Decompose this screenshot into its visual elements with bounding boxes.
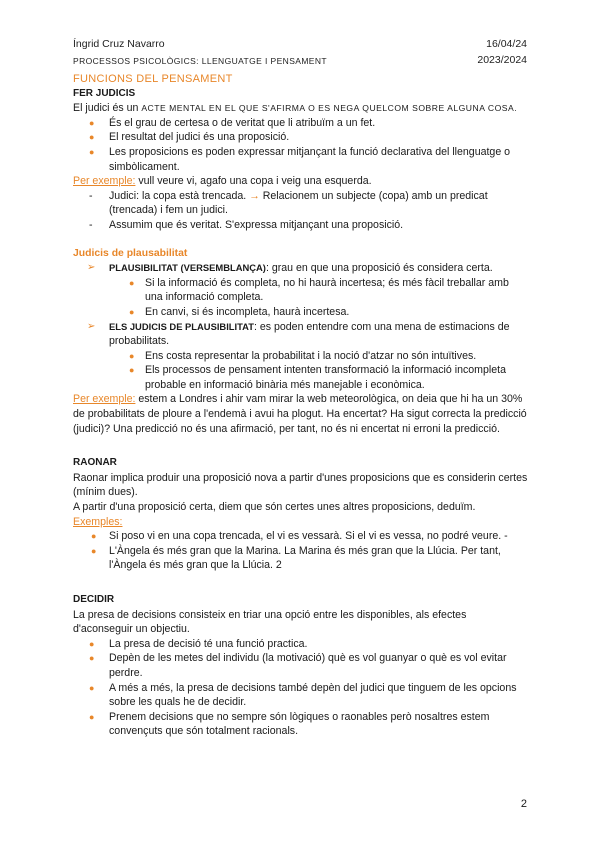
bullet-dot-icon: ●: [89, 638, 95, 649]
arrow-bullet-icon: ➢: [87, 262, 96, 274]
arrow-bullet-icon: ➢: [87, 320, 96, 332]
plausibilitat-list: [73, 261, 528, 276]
list-item: [73, 651, 528, 680]
list-item: [73, 637, 528, 652]
judicis-bullets: [73, 116, 528, 174]
main-content: [73, 72, 528, 739]
judicis-intro-caps: ACTE MENTAL EN EL QUE S'AFIRMA O ES NEGA QUELCOM SOBRE ALGUNA COSA.: [141, 103, 518, 114]
author-name: Íngrid Cruz Navarro: [73, 38, 165, 50]
list-item-text: Si la informació és completa, no hi haurà incertesa; és més fàcil treballar amb una informació completa.: [145, 276, 509, 304]
dash-icon: -: [89, 189, 93, 202]
plausibilitat-list-2: [73, 320, 528, 349]
bullet-dot-icon: ●: [129, 350, 135, 361]
bullet-dot-icon: ●: [89, 146, 95, 157]
example-text: vull veure vi, agafo una copa i veig una esquerda.: [135, 175, 372, 188]
raonar-paragraph-2: A partir d'una proposició certa, diem que són certes unes altres proposicions, deduïm.: [73, 501, 476, 514]
list-item-text: Ens costa representar la probabilitat i la noció d'atzar no són intuïtives.: [145, 349, 477, 362]
plausibilitat-sub-2: [73, 349, 528, 393]
list-item-text: És el grau de certesa o de veritat que li atribuïm a un fet.: [109, 116, 376, 129]
list-item-text: La presa de decisió té una funció practica.: [109, 637, 308, 650]
section-title: FUNCIONS DEL PENSAMENT: [73, 73, 233, 85]
judicis-heading: FER JUDICIS: [73, 87, 136, 99]
bullet-dot-icon: ●: [91, 545, 97, 556]
list-item-text: En canvi, si és incompleta, haurà incertesa.: [145, 305, 350, 318]
list-item: [73, 116, 528, 131]
bullet-dot-icon: ●: [129, 365, 135, 376]
decidir-bullets: [73, 637, 528, 739]
raonar-paragraph-1: Raonar implica produir una proposició nova a partir d'unes proposicions que es considerin certes (mínim dues).: [73, 471, 528, 499]
page-number: 2: [520, 798, 527, 810]
bullet-dot-icon: ●: [129, 277, 135, 288]
bullet-dot-icon: ●: [89, 132, 95, 143]
judicis-intro: [73, 101, 528, 116]
term-bold: ELS JUDICIS DE PLAUSIBILITAT: [109, 320, 254, 332]
raonar-heading: RAONAR: [73, 457, 117, 469]
plausibilitat-heading: Judicis de plausabilitat: [73, 247, 188, 259]
term-definition: : grau en que una proposició és considera certa.: [265, 262, 493, 275]
list-item: [73, 681, 528, 710]
list-item: [73, 276, 528, 305]
plausibilitat-sub-1: [73, 276, 528, 320]
term-bold: PLAUSIBILITAT (VERSEMBLANÇA): [109, 262, 266, 274]
list-item-text: A més a més, la presa de decisions també depèn del judici que tinguem de les opcions sobre les quals he de decidir.: [109, 681, 517, 709]
list-item: [73, 130, 528, 145]
header-date: 16/04/24: [486, 38, 527, 50]
raonar-bullets: [73, 529, 528, 573]
list-item-text: Les proposicions es poden expressar mitjançant la funció declarativa del llenguatge o simbòlicament.: [109, 145, 511, 173]
bullet-dot-icon: ●: [89, 682, 95, 693]
list-item: [73, 544, 528, 573]
list-item: [73, 529, 528, 544]
bullet-dot-icon: ●: [89, 653, 95, 664]
list-item-text: Els processos de pensament intenten transformació la informació incompleta probable en informació binària més manejable i econòmica.: [145, 364, 506, 391]
academic-year: 2023/2024: [477, 54, 527, 66]
decidir-paragraph: La presa de decisions consisteix en triar una opció entre les disponibles, als efectes d'aconseguir un objectiu.: [73, 608, 467, 636]
dash-icon: -: [89, 218, 93, 231]
plausibilitat-example: [73, 392, 528, 436]
example-text: estem a Londres i ahir vam mirar la web meteorològica, on deia que hi ha un 30% de probabilitats de ploure a l'endemà i avui ha plogut. Ha encertat? Ha sigut correcta la predicció (judici)? Una predicció no és una afirmació, per tant, no és ni encertat ni erroni la predicció.: [73, 393, 527, 435]
judicis-example: [73, 174, 528, 189]
dash-text-b: Relacionem un subjecte (copa) amb un predicat (trencada) i fem un judici.: [109, 189, 488, 217]
list-item: [73, 218, 528, 233]
judicis-intro-prefix: El judici és un: [73, 102, 142, 115]
dash-text-a: Judici: la copa està trencada.: [109, 189, 250, 202]
list-item: [73, 320, 528, 349]
examples-label: Exemples:: [73, 515, 123, 528]
bullet-dot-icon: ●: [89, 117, 95, 128]
list-item-text: Si poso vi en una copa trencada, el vi es vessarà. Si el vi es vessa, no podré veure. -: [109, 530, 508, 543]
list-item: [73, 305, 528, 320]
bullet-dot-icon: ●: [129, 306, 135, 317]
list-item: [73, 363, 528, 392]
example-label: Per exemple:: [73, 393, 136, 406]
bullet-dot-icon: ●: [91, 531, 97, 542]
list-item: [73, 189, 528, 218]
dash-text-a: Assumim que és veritat. S'expressa mitjançant una proposició.: [109, 218, 404, 231]
judicis-dash-list: [73, 189, 528, 233]
bullet-dot-icon: ●: [89, 711, 95, 722]
list-item-text: L'Àngela és més gran que la Marina. La Marina és més gran que la Llúcia. Per tant, l'Àngela és més gran que la Llúcia. 2: [109, 544, 501, 572]
list-item-text: Prenem decisions que no sempre són lògiques o raonables però nosaltres estem convençuts que són totalment racionals.: [109, 710, 490, 738]
list-item: [73, 349, 528, 364]
decidir-heading: DECIDIR: [73, 594, 115, 605]
list-item: [73, 710, 528, 739]
example-label: Per exemple:: [73, 175, 136, 188]
list-item-text: El resultat del judici és una proposició.: [109, 131, 290, 144]
list-item: [73, 261, 528, 276]
right-arrow-icon: →: [249, 189, 260, 202]
term-definition: : es poden entendre com una mena de estimacions de probabilitats.: [109, 320, 510, 348]
course-title: PROCESSOS PSICOLÒGICS: LLENGUATGE I PENSAMENT: [73, 56, 328, 66]
list-item-text: Depèn de les metes del individu (la motivació) què es vol guanyar o què es vol evitar perdre.: [109, 652, 507, 679]
list-item: [73, 145, 528, 174]
